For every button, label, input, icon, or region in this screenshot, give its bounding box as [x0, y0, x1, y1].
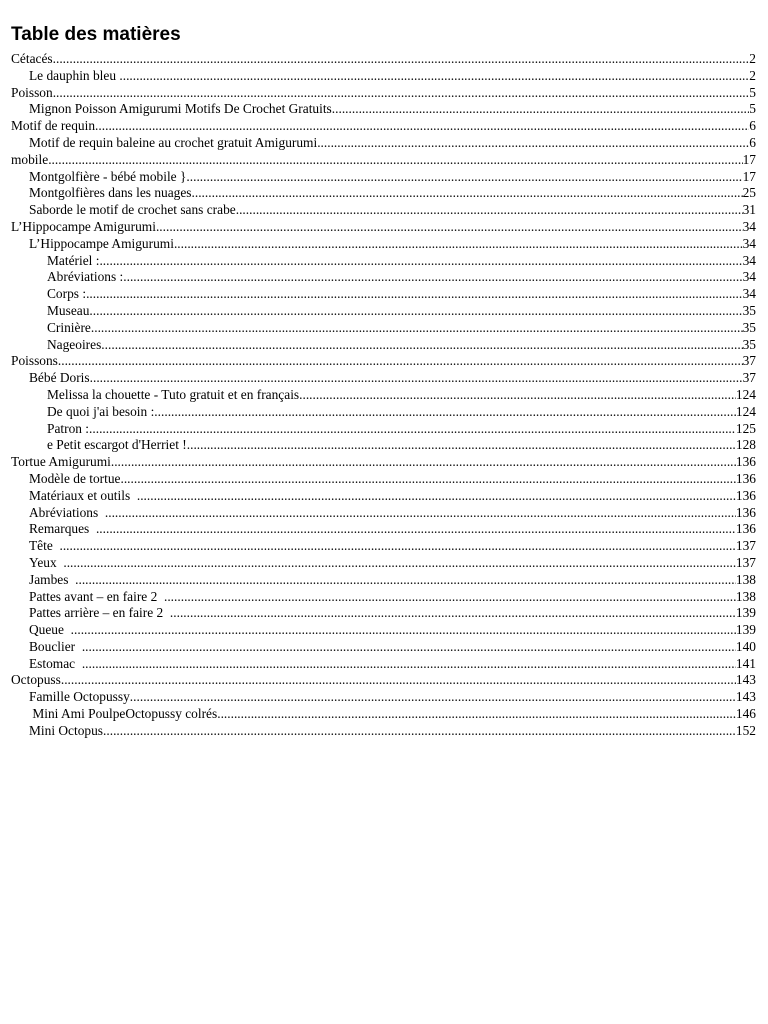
dot-leader	[96, 521, 736, 538]
toc-entry[interactable]	[11, 421, 756, 438]
toc-entry[interactable]	[11, 85, 756, 102]
toc-entry[interactable]	[11, 236, 756, 253]
toc-entry-title: Pattes arrière – en faire 2	[29, 605, 170, 621]
toc-entry-page-number: 128	[735, 437, 756, 453]
dot-leader	[236, 202, 743, 219]
toc-entry-title: Saborde le motif de crochet sans crabe	[29, 202, 236, 218]
toc-entry[interactable]	[11, 219, 756, 236]
toc-entry[interactable]	[11, 672, 756, 689]
toc-entry-page-number: 17	[742, 151, 756, 167]
toc-entry[interactable]	[11, 320, 756, 337]
dot-leader	[89, 303, 742, 320]
dot-leader	[91, 320, 743, 337]
dot-leader	[63, 555, 736, 572]
toc-entry-page-number: 137	[735, 554, 756, 570]
toc-entry[interactable]	[11, 622, 756, 639]
toc-entry-page-number: 6	[749, 134, 756, 150]
toc-entry[interactable]	[11, 471, 756, 488]
dot-leader	[58, 353, 743, 370]
dot-leader	[332, 101, 750, 118]
dot-leader	[95, 118, 749, 135]
toc-entry-page-number: 146	[735, 706, 756, 722]
toc-entry[interactable]	[11, 118, 756, 135]
toc-entry-page-number: 37	[742, 370, 756, 386]
toc-entry[interactable]	[11, 605, 756, 622]
toc-entry-page-number: 136	[735, 504, 756, 520]
toc-entry-title: Tortue Amigurumi	[11, 454, 111, 470]
toc-entry-page-number: 31	[742, 202, 756, 218]
dot-leader	[217, 706, 736, 723]
toc-entry-page-number: 152	[735, 722, 756, 738]
dot-leader	[82, 639, 736, 656]
toc-entry-title: L’Hippocampe Amigurumi	[11, 218, 156, 234]
toc-entry-title: Abréviations :	[47, 269, 124, 285]
dot-leader	[137, 488, 736, 505]
toc-entry-title: Matériel :	[47, 252, 100, 268]
toc-entry[interactable]	[11, 101, 756, 118]
dot-leader	[99, 253, 742, 270]
toc-entry-title: mobile	[11, 151, 49, 167]
dot-leader	[48, 152, 742, 169]
toc-entry-page-number: 125	[735, 420, 756, 436]
dot-leader	[89, 421, 736, 438]
toc-entry-title: Montgolfières dans les nuages	[29, 185, 192, 201]
dot-leader	[174, 236, 743, 253]
dot-leader	[154, 404, 736, 421]
toc-entry[interactable]	[11, 404, 756, 421]
toc-entry-title: Jambes	[29, 571, 76, 587]
dot-leader	[59, 538, 735, 555]
dot-leader	[90, 370, 743, 387]
toc-entry-title: Octopuss	[11, 672, 61, 688]
toc-entry-title: Yeux	[29, 554, 64, 570]
dot-leader	[317, 135, 749, 152]
dot-leader	[75, 572, 736, 589]
toc-list	[11, 51, 756, 740]
toc-entry[interactable]	[11, 589, 756, 606]
dot-leader	[123, 269, 742, 286]
toc-entry[interactable]	[11, 353, 756, 370]
toc-entry[interactable]	[11, 572, 756, 589]
dot-leader	[170, 605, 736, 622]
dot-leader	[103, 723, 736, 740]
toc-entry[interactable]	[11, 488, 756, 505]
toc-entry-title: Patron :	[47, 420, 90, 436]
toc-entry[interactable]	[11, 253, 756, 270]
dot-leader	[119, 68, 749, 85]
dot-leader	[86, 286, 743, 303]
toc-entry-page-number: 124	[735, 386, 756, 402]
dot-leader	[130, 689, 736, 706]
toc-entry[interactable]	[11, 555, 756, 572]
toc-entry-title: Famille Octopussy	[29, 689, 130, 705]
toc-entry-title: Corps :	[47, 286, 87, 302]
toc-entry-title: e Petit escargot d'Herriet !	[47, 437, 187, 453]
toc-entry[interactable]	[11, 505, 756, 522]
toc-entry-page-number: 137	[735, 538, 756, 554]
toc-entry[interactable]	[11, 387, 756, 404]
toc-entry-page-number: 138	[735, 571, 756, 587]
toc-entry-title: De quoi j'ai besoin :	[47, 403, 155, 419]
toc-entry[interactable]	[11, 706, 756, 723]
dot-leader	[105, 505, 736, 522]
toc-entry-page-number: 2	[749, 51, 756, 66]
toc-entry-page-number: 136	[735, 521, 756, 537]
dot-leader	[111, 454, 736, 471]
toc-entry-title: Mini Octopus	[29, 722, 104, 738]
toc-entry-page-number: 35	[742, 319, 756, 335]
toc-entry-title: Motif de requin baleine au crochet gratuit Amigurumi	[29, 134, 318, 150]
toc-entry[interactable]	[11, 521, 756, 538]
toc-entry-title: Modèle de tortue	[29, 470, 121, 486]
toc-entry[interactable]	[11, 185, 756, 202]
toc-entry-title: Poissons	[11, 353, 58, 369]
toc-entry[interactable]	[11, 723, 756, 740]
toc-entry-page-number: 136	[735, 454, 756, 470]
toc-entry-title: Montgolfière - bébé mobile }	[29, 168, 187, 184]
toc-entry-page-number: 143	[735, 672, 756, 688]
toc-entry[interactable]	[11, 68, 756, 85]
toc-entry-page-number: 139	[735, 622, 756, 638]
dot-leader	[192, 185, 743, 202]
toc-entry-page-number: 136	[735, 487, 756, 503]
toc-entry-page-number: 139	[735, 605, 756, 621]
toc-entry-title: Nageoires	[47, 336, 102, 352]
dot-leader	[164, 589, 736, 606]
toc-entry-page-number: 17	[742, 168, 756, 184]
toc-entry-title: Poisson	[11, 84, 53, 100]
toc-entry[interactable]	[11, 639, 756, 656]
toc-entry-title: Matériaux et outils	[29, 487, 137, 503]
toc-entry-page-number: 124	[735, 403, 756, 419]
dot-leader	[71, 622, 736, 639]
toc-entry-page-number: 141	[735, 655, 756, 671]
toc-entry-title: Tête	[29, 538, 60, 554]
toc-entry[interactable]	[11, 656, 756, 673]
dot-leader	[53, 85, 750, 102]
toc-entry-title: Bouclier	[29, 638, 82, 654]
dot-leader	[120, 471, 735, 488]
toc-entry-title: Crinière	[47, 319, 91, 335]
toc-entry-title: Abréviations	[29, 504, 105, 520]
toc-entry-title: Cétacés	[11, 51, 53, 66]
toc-entry-title: Bébé Doris	[29, 370, 90, 386]
dot-leader	[186, 169, 742, 186]
toc-entry-title: Pattes avant – en faire 2	[29, 588, 164, 604]
toc-entry-page-number: 34	[742, 252, 756, 268]
toc-entry-title: Mignon Poisson Amigurumi Motifs De Crochet Gratuits	[29, 101, 332, 117]
toc-entry-page-number: 5	[749, 101, 756, 117]
dot-leader	[101, 337, 742, 354]
toc-entry-page-number: 35	[742, 302, 756, 318]
toc-entry-page-number: 25	[742, 185, 756, 201]
toc-entry-page-number: 34	[742, 269, 756, 285]
toc-entry[interactable]	[11, 538, 756, 555]
toc-entry[interactable]	[11, 169, 756, 186]
toc-entry[interactable]	[11, 689, 756, 706]
toc-entry[interactable]	[11, 269, 756, 286]
toc-entry-page-number: 34	[742, 286, 756, 302]
toc-entry-page-number: 35	[742, 336, 756, 352]
dot-leader	[82, 656, 736, 673]
toc-entry[interactable]	[11, 437, 756, 454]
toc-entry-title: Mini Ami PoulpeOctopussy colrés	[29, 706, 218, 722]
dot-leader	[61, 672, 736, 689]
toc-entry-page-number: 140	[735, 638, 756, 654]
toc-entry-page-number: 34	[742, 218, 756, 234]
toc-entry[interactable]	[11, 454, 756, 471]
toc-entry-page-number: 136	[735, 470, 756, 486]
toc-entry-page-number: 138	[735, 588, 756, 604]
toc-entry-title: Melissa la chouette - Tuto gratuit et en français	[47, 386, 300, 402]
toc-entry-page-number: 5	[749, 84, 756, 100]
toc-entry[interactable]	[11, 370, 756, 387]
toc-entry[interactable]	[11, 152, 756, 169]
dot-leader	[187, 437, 736, 454]
toc-entry[interactable]	[11, 135, 756, 152]
toc-entry-title: Motif de requin	[11, 118, 96, 134]
toc-entry-title: Le dauphin bleu	[29, 67, 120, 83]
toc-entry-page-number: 34	[742, 235, 756, 251]
toc-entry-page-number: 143	[735, 689, 756, 705]
toc-entry-title: Remarques	[29, 521, 96, 537]
toc-entry[interactable]	[11, 286, 756, 303]
dot-leader	[156, 219, 743, 236]
toc-entry[interactable]	[11, 51, 756, 68]
toc-entry-title: Museau	[47, 302, 90, 318]
toc-entry-title: Estomac	[29, 655, 82, 671]
toc-entry-page-number: 6	[749, 118, 756, 134]
toc-entry-title: Queue	[29, 622, 71, 638]
toc-entry-page-number: 37	[742, 353, 756, 369]
toc-entry[interactable]	[11, 202, 756, 219]
dot-leader	[53, 51, 750, 68]
toc-entry[interactable]	[11, 303, 756, 320]
table-of-contents	[11, 22, 756, 740]
toc-entry[interactable]	[11, 337, 756, 354]
dot-leader	[299, 387, 736, 404]
toc-title: Table des matières	[11, 24, 181, 45]
toc-entry-title: L’Hippocampe Amigurumi	[29, 235, 174, 251]
toc-entry-page-number: 2	[749, 67, 756, 83]
